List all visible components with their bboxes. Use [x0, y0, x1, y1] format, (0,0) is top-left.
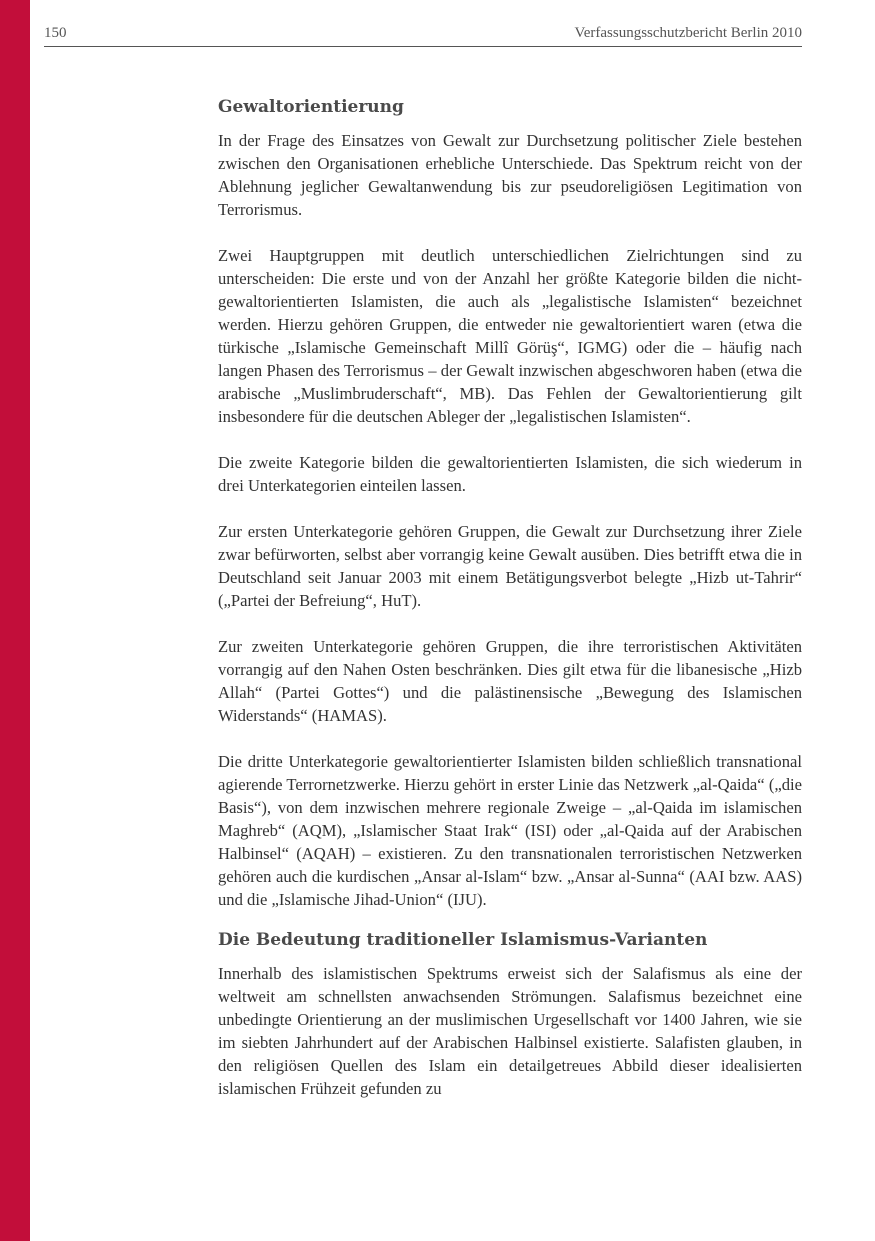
side-color-bar — [0, 0, 30, 1241]
paragraph: Zur ersten Unterkategorie gehören Gruppen, die Gewalt zur Durchsetzung ihrer Ziele zwar befürworten, selbst aber vorrangig keine Gewalt ausüben. Dies betrifft etwa die in Deutschland seit Januar 2003 mit einem Betätigungsverbot belegte „Hizb ut-Tahrir“ („Partei der Befreiung“, HuT). — [218, 522, 802, 610]
paragraph: Zur zweiten Unterkategorie gehören Gruppen, die ihre terroristischen Aktivitäten vorrangig auf den Nahen Osten beschränken. Dies gilt etwa für die libanesische „Hizb Allah“ (Partei Gottes“) und die palästinensische „Bewegung des Islamischen Widerstands“ (HAMAS). — [218, 637, 802, 725]
paragraph: Zwei Hauptgruppen mit deutlich unterschiedlichen Zielrichtungen sind zu unterscheiden: Die erste und von der Anzahl her größte Kategorie bilden die nicht-gewaltorientierten Islamisten, die auch als „legalistische Islamisten“ bezeichnet werden. Hierzu gehören Gruppen, die entweder nie gewaltorientiert waren (etwa die türkische „Islamische Gemeinschaft Millî Görüş“, IGMG) oder die – häufig nach langen Phasen des Terrorismus – der Gewalt inzwischen abgeschworen haben (etwa die arabische „Muslimbruderschaft“, MB). Das Fehlen der Gewaltorientierung gilt insbesondere für die deutschen Ableger der „legalistischen Islamisten“. — [218, 246, 802, 426]
section-heading-traditionelle-varianten: Die Bedeutung traditioneller Islamismus-Varianten — [218, 930, 708, 950]
paragraph: In der Frage des Einsatzes von Gewalt zur Durchsetzung politischer Ziele bestehen zwischen den Organisationen erhebliche Unterschiede. Das Spektrum reicht von der Ablehnung jeglicher Gewaltanwendung bis zur pseudoreligiösen Legitimation von Terrorismus. — [218, 131, 802, 219]
page-header — [44, 22, 802, 47]
main-content — [218, 94, 802, 1100]
paragraph: Die dritte Unterkategorie gewaltorientierter Islamisten bilden schließlich transnational agierende Terrornetzwerke. Hierzu gehört in erster Linie das Netzwerk „al-Qaida“ („die Basis“), von dem inzwischen mehrere regionale Zweige – „al-Qaida im islamischen Maghreb“ (AQM), „Islamischer Staat Irak“ (ISI) oder „al-Qaida auf der Arabischen Halbinsel“ (AQAH) – existieren. Zu den transnationalen terroristischen Netzwerken gehören auch die kurdischen „Ansar al-Islam“ bzw. „Ansar al-Sunna“ (AAI bzw. AAS) und die „Islamische Jihad-Union“ (IJU). — [218, 752, 802, 909]
page-number: 150 — [44, 25, 67, 41]
running-title: Verfassungsschutzbericht Berlin 2010 — [574, 25, 802, 41]
paragraph: Die zweite Kategorie bilden die gewaltorientierten Islamisten, die sich wiederum in drei Unterkategorien einteilen lassen. — [218, 453, 802, 495]
section-heading-gewaltorientierung: Gewaltorientierung — [218, 97, 404, 117]
paragraph: Innerhalb des islamistischen Spektrums erweist sich der Salafismus als eine der weltweit am schnellsten anwachsenden Strömungen. Salafismus bezeichnet eine unbedingte Orientierung an der muslimischen Urgesellschaft vor 1400 Jahren, wie sie im siebten Jahrhundert auf der Arabischen Halbinsel existierte. Salafisten glauben, in den religiösen Quellen des Islam ein detailgetreues Abbild dieser idealisierten islamischen Frühzeit gefunden zu — [218, 964, 802, 1098]
